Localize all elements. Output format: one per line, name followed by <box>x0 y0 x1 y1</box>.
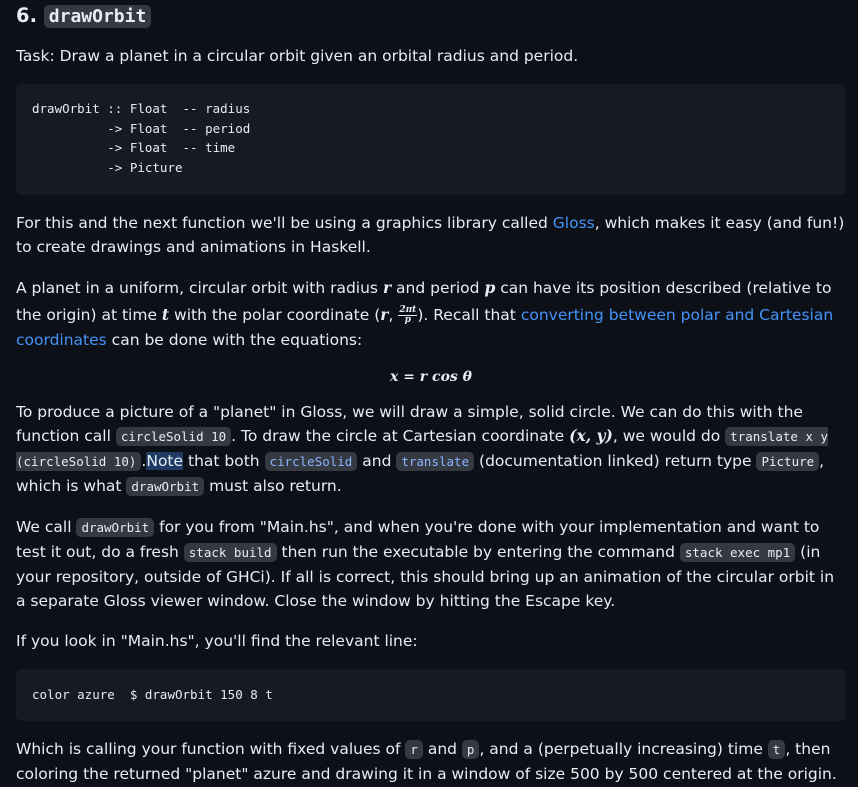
explanation-paragraph: Which is calling your function with fixed values of r and p , and a (perpetually increasing) time t , then coloring the returned "planet" azure and drawing it in a window of size 500 by 500 centered at the origin. <box>16 739 837 783</box>
math-t: t <box>161 304 170 324</box>
coordinates-link[interactable]: converting between polar and Cartesian coordinates <box>16 305 834 349</box>
code-r: r <box>405 740 423 759</box>
code-picture: Picture <box>756 452 819 471</box>
main-code-block: color azure $ drawOrbit 150 8 t <box>16 669 846 721</box>
code-translate-call: translate x y (circleSolid 10) <box>16 428 829 469</box>
signature-code-block: drawOrbit :: Float -- radius -> Float -- period -> Float -- time -> Picture <box>16 84 846 195</box>
code-stack-build: stack build <box>184 543 277 562</box>
code-p: p <box>462 740 480 759</box>
gloss-intro-paragraph: For this and the next function we'll be using a graphics library called Gloss, which makes it easy (and fun!) to create drawings and animations in Haskell. <box>16 214 845 256</box>
math-p: p <box>484 278 496 297</box>
code-circlesolid-link[interactable]: circleSolid <box>265 452 358 471</box>
code-draworbit-2: drawOrbit <box>76 518 154 537</box>
document-body <box>16 0 846 786</box>
gloss-picture-paragraph: To produce a picture of a "planet" in Gloss, we will draw a simple, solid circle. We can do this with the function call circleSolid 10 . To draw the circle at Cartesian coordinate (x, y), we would do translate x y (circleSolid 10) .Note that both circleSolid and translate (documentation linked) return type Picture , which is what drawOrbit must also return. <box>16 402 829 495</box>
polar-paragraph: A planet in a uniform, circular orbit with radius r and period p can have its position described (relative to the origin) at time t with the polar coordinate (r, $\frac{2\pi t}{p}$ ). Recall that converting between polar and Cartesian coordinates can be done with the equations: <box>16 278 834 349</box>
code-translate-link[interactable]: translate <box>396 452 474 471</box>
heading-code: drawOrbit <box>44 5 152 28</box>
heading-number: 6. <box>16 4 37 27</box>
code-stack-exec: stack exec mp1 <box>680 543 795 562</box>
section-heading <box>16 0 846 31</box>
gloss-link[interactable]: Gloss <box>552 214 595 232</box>
equation: x = r cos θ <box>389 368 473 385</box>
math-fraction: $\frac{2\pi t}{p}$ <box>399 304 417 325</box>
run-instructions-paragraph: We call drawOrbit for you from "Main.hs", and when you're done with your implementation and want to test it out, do a fresh stack build then run the executable by entering the command stack exec mp1 (in your repository, outside of GHCi). If all is correct, this should bring up an animation of the circular orbit in a separate Gloss viewer window. Close the window by hitting the Escape key. <box>16 517 835 610</box>
task-paragraph: Task: Draw a planet in a circular orbit given an orbital radius and period. <box>16 47 579 65</box>
code-t: t <box>768 740 786 759</box>
main-hs-paragraph: If you look in "Main.hs", you'll find the relevant line: <box>16 631 418 650</box>
code-draworbit: drawOrbit <box>126 477 204 496</box>
selected-text: Note <box>146 451 184 470</box>
math-r: r <box>382 278 392 297</box>
code-circlesolid-10: circleSolid 10 <box>116 427 231 446</box>
